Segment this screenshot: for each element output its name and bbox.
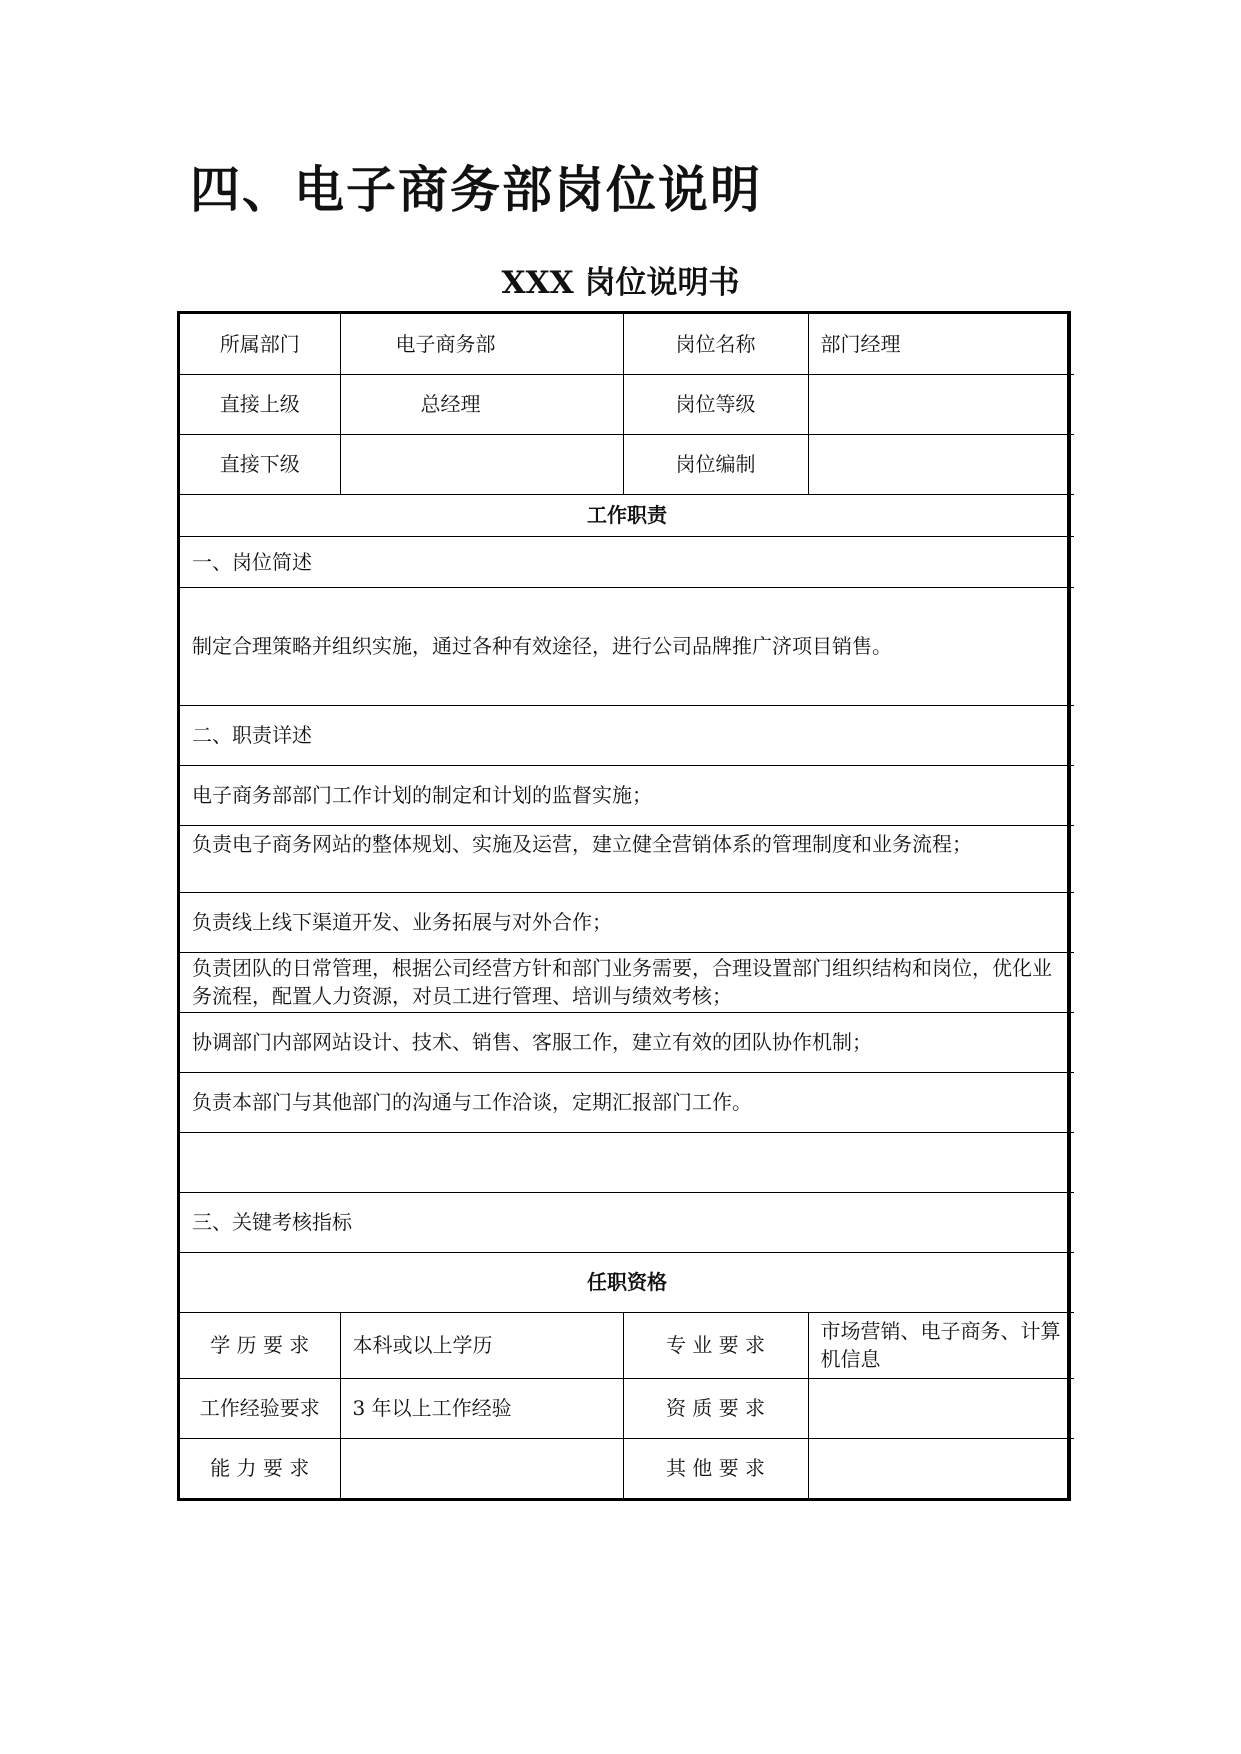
row-education: [180, 1312, 1074, 1378]
duty-item: 负责电子商务网站的整体规划、实施及运营，建立健全营销体系的管理制度和业务流程；: [180, 825, 1074, 892]
major-label: 专 业 要 求: [623, 1312, 808, 1378]
row-subordinate: [180, 434, 1074, 494]
row-details-heading: [180, 705, 1074, 765]
quota-value: [808, 434, 1074, 494]
duty-item: 负责线上线下渠道开发、业务拓展与对外合作；: [180, 892, 1074, 952]
ability-label: 能 力 要 求: [180, 1438, 340, 1498]
certification-label: 资 质 要 求: [623, 1378, 808, 1438]
row-experience: [180, 1378, 1074, 1438]
duty-row: [180, 952, 1074, 1012]
job-description-table: [177, 311, 1071, 1501]
duty-item: 负责团队的日常管理，根据公司经营方针和部门业务需要，合理设置部门组织结构和岗位，优化业务流程，配置人力资源，对员工进行管理、培训与绩效考核；: [180, 952, 1074, 1012]
details-heading: 二、职责详述: [180, 705, 1074, 765]
position-label: 岗位名称: [623, 314, 808, 374]
ability-value: [340, 1438, 623, 1498]
superior-label: 直接上级: [180, 374, 340, 434]
superior-value: 总经理: [340, 374, 623, 434]
education-label: 学 历 要 求: [180, 1312, 340, 1378]
experience-value: 3 年以上工作经验: [340, 1378, 623, 1438]
row-duties-title: [180, 494, 1074, 536]
duty-item: 负责本部门与其他部门的沟通与工作洽谈，定期汇报部门工作。: [180, 1072, 1074, 1132]
row-department: [180, 314, 1074, 374]
kpi-heading: 三、关键考核指标: [180, 1192, 1074, 1252]
duty-row: [180, 765, 1074, 825]
row-kpi-heading: [180, 1192, 1074, 1252]
subordinate-label: 直接下级: [180, 434, 340, 494]
duty-row: [180, 1072, 1074, 1132]
certification-value: [808, 1378, 1074, 1438]
dept-label: 所属部门: [180, 314, 340, 374]
grade-label: 岗位等级: [623, 374, 808, 434]
dept-value: 电子商务部: [340, 314, 623, 374]
major-value: 市场营销、电子商务、计算机信息: [808, 1312, 1074, 1378]
row-summary-text: [180, 587, 1074, 705]
summary-text: 制定合理策略并组织实施，通过各种有效途径，进行公司品牌推广济项目销售。: [180, 587, 1074, 705]
duty-row: [180, 1012, 1074, 1072]
duty-item: 协调部门内部网站设计、技术、销售、客服工作，建立有效的团队协作机制；: [180, 1012, 1074, 1072]
grade-value: [808, 374, 1074, 434]
duty-row: [180, 1132, 1074, 1192]
position-value: 部门经理: [808, 314, 1074, 374]
experience-label: 工作经验要求: [180, 1378, 340, 1438]
duty-row: [180, 892, 1074, 952]
quota-label: 岗位编制: [623, 434, 808, 494]
duty-item-empty: [180, 1132, 1074, 1192]
document-title: XXX 岗位说明书: [501, 265, 740, 301]
page-heading: 四、电子商务部岗位说明: [190, 161, 762, 219]
other-label: 其 他 要 求: [623, 1438, 808, 1498]
row-qualifications-title: [180, 1252, 1074, 1312]
row-ability: [180, 1438, 1074, 1498]
duty-item: 电子商务部部门工作计划的制定和计划的监督实施；: [180, 765, 1074, 825]
subordinate-value: [340, 434, 623, 494]
qualifications-section-title: 任职资格: [180, 1252, 1074, 1312]
row-summary-heading: [180, 536, 1074, 587]
duties-section-title: 工作职责: [180, 494, 1074, 536]
education-value: 本科或以上学历: [340, 1312, 623, 1378]
duty-row: [180, 825, 1074, 892]
other-value: [808, 1438, 1074, 1498]
row-superior: [180, 374, 1074, 434]
summary-heading: 一、岗位简述: [180, 536, 1074, 587]
